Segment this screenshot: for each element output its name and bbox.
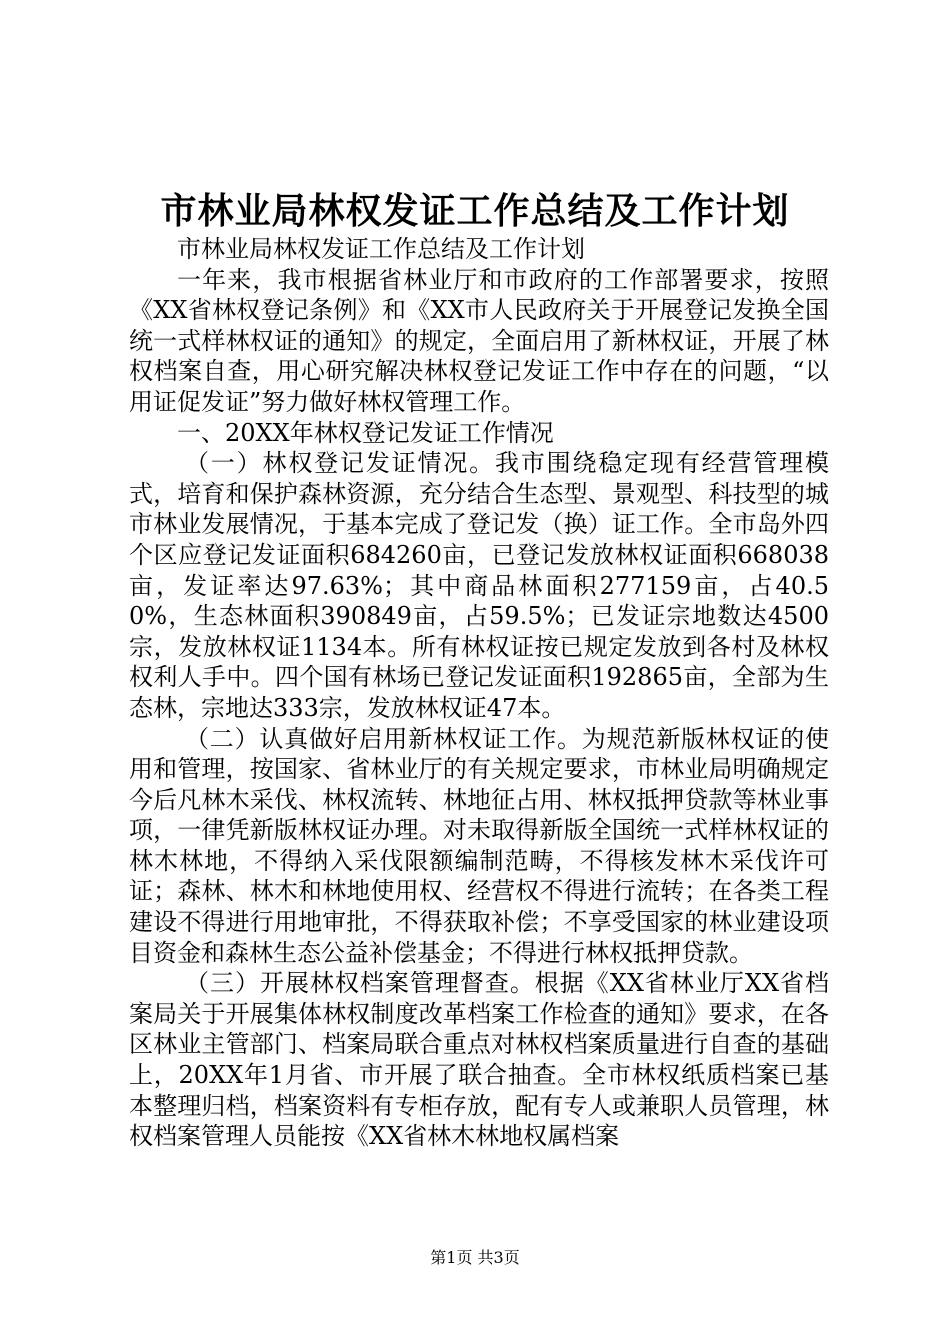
paragraph-subtitle: 市林业局林权发证工作总结及工作计划 (177, 235, 585, 263)
paragraph-item-3: （三）开展林权档案管理督查。根据《XX省林业厅XX省档案局关于开展集体林权制度改革档案工作检查的通知》要求，在各区林业主管部门、档案局联合重点对林权档案质量进行自查的基础上，20XX年1月省、市开展了联合抽查。全市林权纸质档案已基本整理归档，档案资料有专柜存放，配有专人或兼职人员管理，林权档案管理人员能按《XX省林木林地权属档案 (129, 969, 829, 1151)
section-heading: 一、20XX年林权登记发证工作情况 (177, 418, 554, 447)
document-body (129, 234, 829, 1152)
document-title: 市林业局林权发证工作总结及工作计划 (160, 190, 790, 232)
paragraph-item-1: （一）林权登记发证情况。我市围绕稳定现有经营管理模式，培育和保护森林资源，充分结合生态型、景观型、科技型的城市林业发展情况，于基本完成了登记发（换）证工作。全市岛外四个区应登记发证面积684260亩，已登记发放林权证面积668038亩，发证率达97.63%；其中商品林面积277159亩，占40.50%，生态林面积390849亩，占59.5%；已发证宗地数达4500宗，发放林权证1134本。所有林权证按已规定发放到各村及林权权利人手中。四个国有林场已登记发证面积192865亩，全部为生态林，宗地达333宗，发放林权证47本。 (129, 449, 829, 722)
paragraph-item-2: （二）认真做好启用新林权证工作。为规范新版林权证的使用和管理，按国家、省林业厅的有关规定要求，市林业局明确规定今后凡林木采伐、林权流转、林地征占用、林权抵押贷款等林业事项，一律凭新版林权证办理。对未取得新版全国统一式样林权证的林木林地，不得纳入采伐限额编制范畴，不得核发林木采伐许可证；森林、林木和林地使用权、经营权不得进行流转；在各类工程建设不得进行用地审批，不得获取补偿；不享受国家的林业建设项目资金和森林生态公益补偿基金；不得进行林权抵押贷款。 (129, 724, 829, 967)
paragraph-intro: 一年来，我市根据省林业厅和市政府的工作部署要求，按照《XX省林权登记条例》和《XX市人民政府关于开展登记发换全国统一式样林权证的通知》的规定，全面启用了新林权证，开展了林权档案自查，用心研究解决林权登记发证工作中存在的问题，“以用证促发证”努力做好林权管理工作。 (129, 265, 829, 416)
page-footer: 第1页 共3页 (430, 1248, 520, 1267)
